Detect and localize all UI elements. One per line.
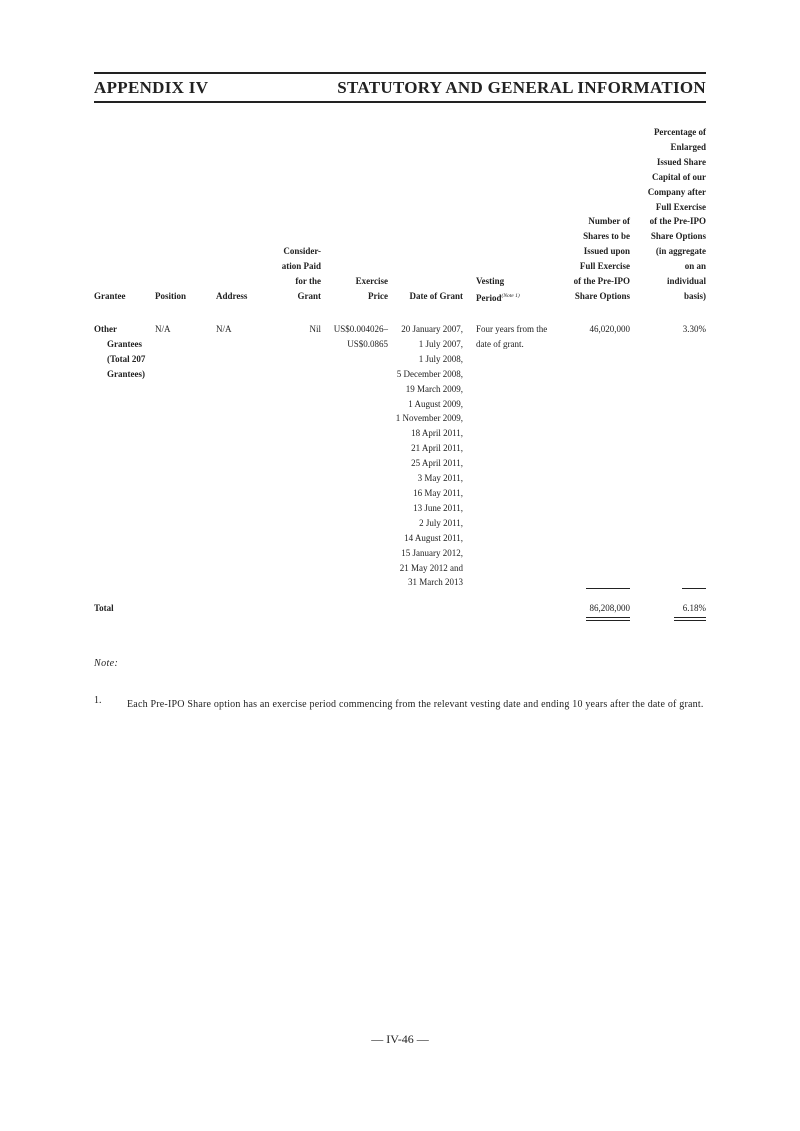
col-header-position: Position <box>155 291 187 301</box>
percentage-cell: 3.30% <box>682 324 706 334</box>
total-percentage: 6.18% <box>682 603 706 613</box>
col-header-consideration: Consider- ation Paid for the Grant <box>281 246 321 301</box>
note-text: Each Pre-IPO Share option has an exercise period commencing from the relevant vesting date and ending 10 years after the date of grant. <box>127 699 704 710</box>
col-header-grantee: Grantee <box>94 291 126 301</box>
date-of-grant-cell: 20 January 2007, 1 July 2007, 1 July 2008, 5 December 2008, 19 March 2009, 1 August 2009, 1 November 2009, 18 April 2011, 21 April 2011, 25 April 2011, 3 May 2011, 16 May 2011, 13 June 2011, 2 July 2011, 14 August 2011, 15 January 2012, 21 May 2012 and 31 March 2013 <box>395 324 463 588</box>
note-number: 1. <box>94 695 102 706</box>
appendix-title: APPENDIX IV <box>94 78 209 97</box>
col-header-address: Address <box>216 291 248 301</box>
grantee-cell: Other Grantees (Total 207 Grantees) <box>94 324 146 379</box>
header-bottom-rule <box>94 101 706 103</box>
header-top-rule <box>94 72 706 74</box>
total-label: Total <box>94 603 114 613</box>
vesting-note-ref: (Note 1) <box>501 292 520 299</box>
shares-cell: 46,020,000 <box>589 324 630 334</box>
percentage-subtotal-rule <box>682 588 706 589</box>
col-header-date-of-grant: Date of Grant <box>409 291 463 301</box>
position-cell: N/A <box>155 324 171 334</box>
col-header-percentage: Percentage of Enlarged Issued Share Capital of our Company after Full Exercise of the Pre-IPO Share Options (in aggregate on an individual basis) <box>647 127 706 301</box>
shares-total-double-rule-1 <box>586 617 630 618</box>
shares-subtotal-rule <box>586 588 630 589</box>
col-header-shares: Number of Shares to be Issued upon Full Exercise of the Pre-IPO Share Options <box>573 216 630 301</box>
vesting-cell: Four years from the date of grant. <box>476 324 548 349</box>
total-shares: 86,208,000 <box>589 603 630 613</box>
percentage-total-double-rule-2 <box>674 620 706 621</box>
section-title: STATUTORY AND GENERAL INFORMATION <box>337 78 706 97</box>
address-cell: N/A <box>216 324 232 334</box>
consideration-cell: Nil <box>309 324 321 334</box>
shares-total-double-rule-2 <box>586 620 630 621</box>
page-number: — IV-46 — <box>371 1032 429 1046</box>
exercise-price-cell: US$0.004026– US$0.0865 <box>333 324 388 349</box>
col-header-exercise-price: Exercise Price <box>355 276 388 301</box>
note-label: Note: <box>94 658 119 669</box>
col-header-vesting: Vesting Period$^{(Note 1)}$ <box>476 276 520 303</box>
percentage-total-double-rule-1 <box>674 617 706 618</box>
